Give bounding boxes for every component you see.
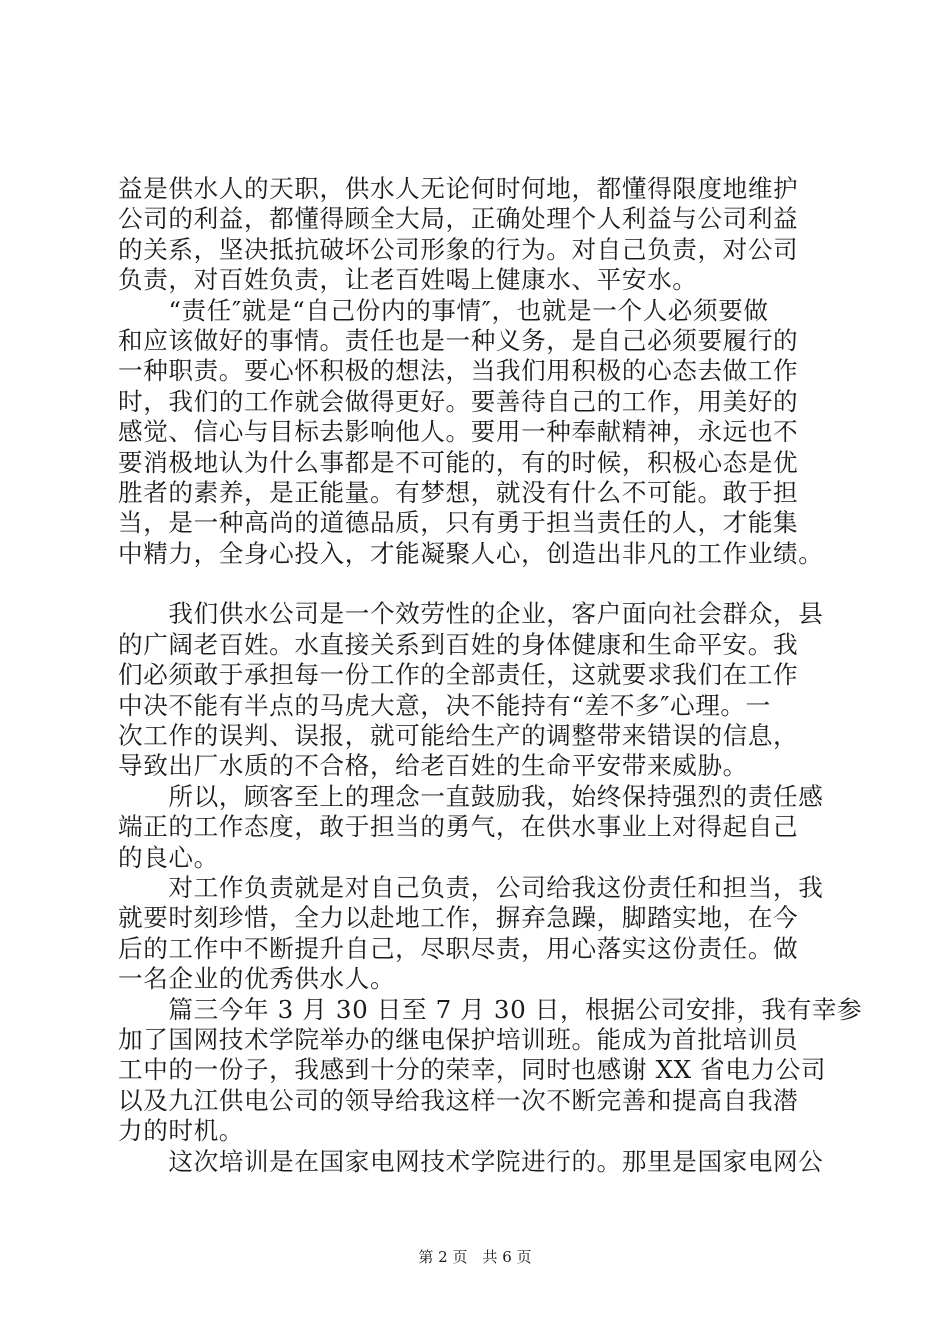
text-line: 一名企业的优秀供水人。 (118, 964, 396, 994)
body-text (118, 174, 863, 1177)
text-line: 导致出厂水质的不合格，给老百姓的生命平安带来威胁。 (118, 751, 748, 781)
text-line: 要消极地认为什么事都是不可能的，有的时候，积极心态是优 (118, 447, 799, 477)
text-line: 对工作负责就是对自己负责，公司给我这份责任和担当，我 (118, 872, 824, 902)
text-line: 所以，顾客至上的理念一直鼓励我，始终保持强烈的责任感 (118, 781, 824, 811)
text-line: 时，我们的工作就会做得更好。要善待自己的工作，用美好的 (118, 386, 799, 416)
text-line: 一种职责。要心怀积极的想法，当我们用积极的心态去做工作 (118, 356, 799, 386)
text-line: 工中的一份子，我感到十分的荣幸，同时也感谢 XX 省电力公司 (118, 1055, 827, 1085)
text-line: 次工作的误判、误报，就可能给生产的调整带来错误的信息， (118, 721, 799, 751)
text-line: 端正的工作态度，敢于担当的勇气，在供水事业上对得起自己 (118, 812, 799, 842)
text-line: 公司的利益，都懂得顾全大局，正确处理个人利益与公司利益 (118, 204, 799, 234)
page-number-footer: 第 2 页 共 6 页 (418, 1248, 532, 1266)
text-line: 中决不能有半点的马虎大意，决不能持有“差不多″心理。一 (118, 690, 771, 720)
text-line: 益是供水人的天职，供水人无论何时何地，都懂得限度地维护 (118, 174, 799, 203)
text-line: 以及九江供电公司的领导给我这样一次不断完善和提高自我潜 (118, 1085, 799, 1115)
text-line: 我们供水公司是一个效劳性的企业，客户面向社会群众，县 (118, 599, 824, 629)
text-line: 的广阔老百姓。水直接关系到百姓的身体健康和生命平安。我 (118, 629, 799, 659)
text-line: 负责，对百姓负责，让老百姓喝上健康水、平安水。 (118, 265, 698, 295)
text-line: 的良心。 (118, 842, 219, 872)
text-line: 后的工作中不断提升自己，尽职尽责，用心落实这份责任。做 (118, 933, 799, 963)
text-line: 胜者的素养，是正能量。有梦想，就没有什么不可能。敢于担 (118, 477, 799, 507)
text-line: 就要时刻珍惜，全力以赴地工作，摒弃急躁，脚踏实地，在今 (118, 903, 799, 933)
text-line: 中精力，全身心投入，才能凝聚人心，创造出非凡的工作业绩。 (118, 538, 824, 568)
text-line: 的关系，坚决抵抗破坏公司形象的行为。对自己负责，对公司 (118, 234, 799, 264)
text-line: 和应该做好的事情。责任也是一种义务，是自己必须要履行的 (118, 325, 799, 355)
text-line: 当，是一种高尚的道德品质，只有勇于担当责任的人，才能集 (118, 508, 799, 538)
text-line: 们必须敢于承担每一份工作的全部责任，这就要求我们在工作 (118, 660, 799, 690)
text-line: 感觉、信心与目标去影响他人。要用一种奉献精神，永远也不 (118, 417, 799, 447)
text-line: 篇三今年 3 月 30 日至 7 月 30 日，根据公司安排，我有幸参 (118, 994, 863, 1024)
text-line: “责任″就是“自己份内的事情″，也就是一个人必须要做 (118, 295, 769, 325)
text-line: 这次培训是在国家电网技术学院进行的。那里是国家电网公 (118, 1146, 824, 1176)
text-line: 力的时机。 (118, 1116, 244, 1146)
text-line: 加了国网技术学院举办的继电保护培训班。能成为首批培训员 (118, 1024, 799, 1054)
paragraph-gap (118, 569, 848, 599)
